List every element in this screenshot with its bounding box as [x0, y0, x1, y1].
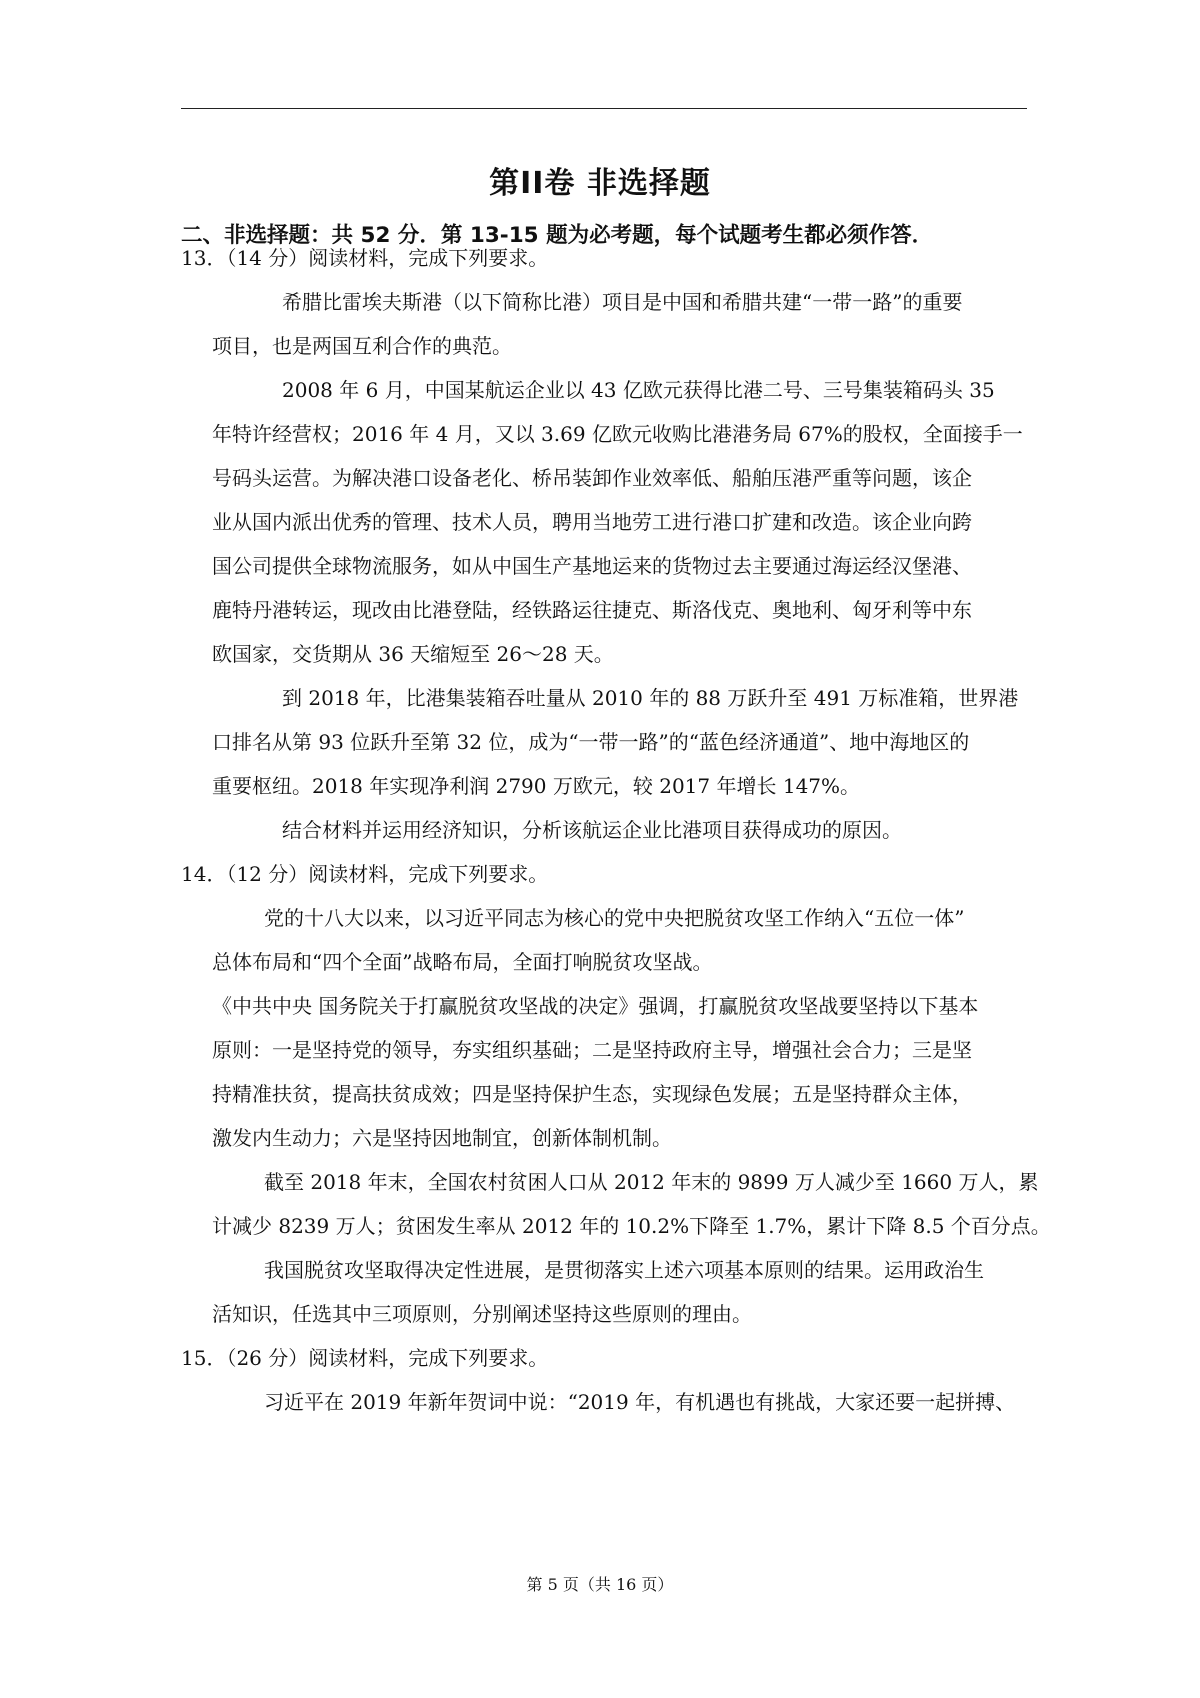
q13-prompt: 结合材料并运用经济知识，分析该航运企业比港项目获得成功的原因。: [282, 818, 902, 842]
q13-paragraph-line: 项目，也是两国互利合作的典范。: [212, 334, 512, 358]
q13-paragraph-line: 号码头运营。为解决港口设备老化、桥吊装卸作业效率低、船舶压港严重等问题，该企: [212, 466, 972, 490]
page-title: 第II卷 非选择题: [489, 166, 711, 201]
page-footer: 第 5 页（共 16 页）: [526, 1575, 674, 1594]
q14-paragraph-line: 原则：一是坚持党的领导，夯实组织基础；二是坚持政府主导，增强社会合力；三是坚: [212, 1038, 972, 1062]
q14-paragraph-line: 《中共中央 国务院关于打赢脱贫攻坚战的决定》强调，打赢脱贫攻坚战要坚持以下基本: [212, 994, 979, 1018]
q14-paragraph-line: 截至 2018 年末，全国农村贫困人口从 2012 年末的 9899 万人减少至 1660 万人，累: [264, 1170, 1039, 1194]
q15-paragraph-line: 习近平在 2019 年新年贺词中说：“2019 年，有机遇也有挑战，大家还要一起拼搏、: [264, 1390, 1016, 1414]
question-13-header: 13．（14 分）阅读材料，完成下列要求。: [181, 246, 549, 270]
q14-prompt: 活知识，任选其中三项原则，分别阐述坚持这些原则的理由。: [212, 1302, 752, 1326]
q13-paragraph-line: 业从国内派出优秀的管理、技术人员，聘用当地劳工进行港口扩建和改造。该企业向跨: [212, 510, 972, 534]
q13-paragraph-line: 2008 年 6 月，中国某航运企业以 43 亿欧元获得比港二号、三号集装箱码头 35: [282, 378, 995, 402]
q13-paragraph-line: 欧国家，交货期从 36 天缩短至 26～28 天。: [212, 642, 614, 666]
q13-paragraph-line: 口排名从第 93 位跃升至第 32 位，成为“一带一路”的“蓝色经济通道”、地中海地区的: [212, 730, 970, 754]
section-heading: 二、非选择题：共 52 分．第 13-15 题为必考题，每个试题考生都必须作答．: [181, 223, 934, 248]
q13-paragraph-line: 希腊比雷埃夫斯港（以下简称比港）项目是中国和希腊共建“一带一路”的重要: [282, 290, 963, 314]
question-15-header: 15．（26 分）阅读材料，完成下列要求。: [181, 1346, 549, 1370]
q13-paragraph-line: 年特许经营权；2016 年 4 月，又以 3.69 亿欧元收购比港港务局 67%的股权，全面接手一: [212, 422, 1023, 446]
q13-paragraph-line: 到 2018 年，比港集装箱吞吐量从 2010 年的 88 万跃升至 491 万标准箱，世界港: [282, 686, 1019, 710]
q13-paragraph-line: 鹿特丹港转运，现改由比港登陆，经铁路运往捷克、斯洛伐克、奥地利、匈牙利等中东: [212, 598, 972, 622]
q14-prompt: 我国脱贫攻坚取得决定性进展，是贯彻落实上述六项基本原则的结果。运用政治生: [264, 1258, 984, 1282]
q13-paragraph-line: 重要枢纽。2018 年实现净利润 2790 万欧元，较 2017 年增长 147%。: [212, 774, 861, 798]
q14-paragraph-line: 计减少 8239 万人；贫困发生率从 2012 年的 10.2%下降至 1.7%，累计下降 8.5 个百分点。: [212, 1214, 1051, 1238]
question-14-header: 14．（12 分）阅读材料，完成下列要求。: [181, 862, 549, 886]
q13-paragraph-line: 国公司提供全球物流服务，如从中国生产基地运来的货物过去主要通过海运经汉堡港、: [212, 554, 972, 578]
header-rule: [181, 108, 1027, 109]
q14-paragraph-line: 持精准扶贫，提高扶贫成效；四是坚持保护生态，实现绿色发展；五是坚持群众主体，: [212, 1082, 972, 1106]
q14-paragraph-line: 激发内生动力；六是坚持因地制宜，创新体制机制。: [212, 1126, 672, 1150]
q14-paragraph-line: 总体布局和“四个全面”战略布局，全面打响脱贫攻坚战。: [212, 950, 713, 974]
q14-paragraph-line: 党的十八大以来，以习近平同志为核心的党中央把脱贫攻坚工作纳入“五位一体”: [264, 906, 965, 930]
